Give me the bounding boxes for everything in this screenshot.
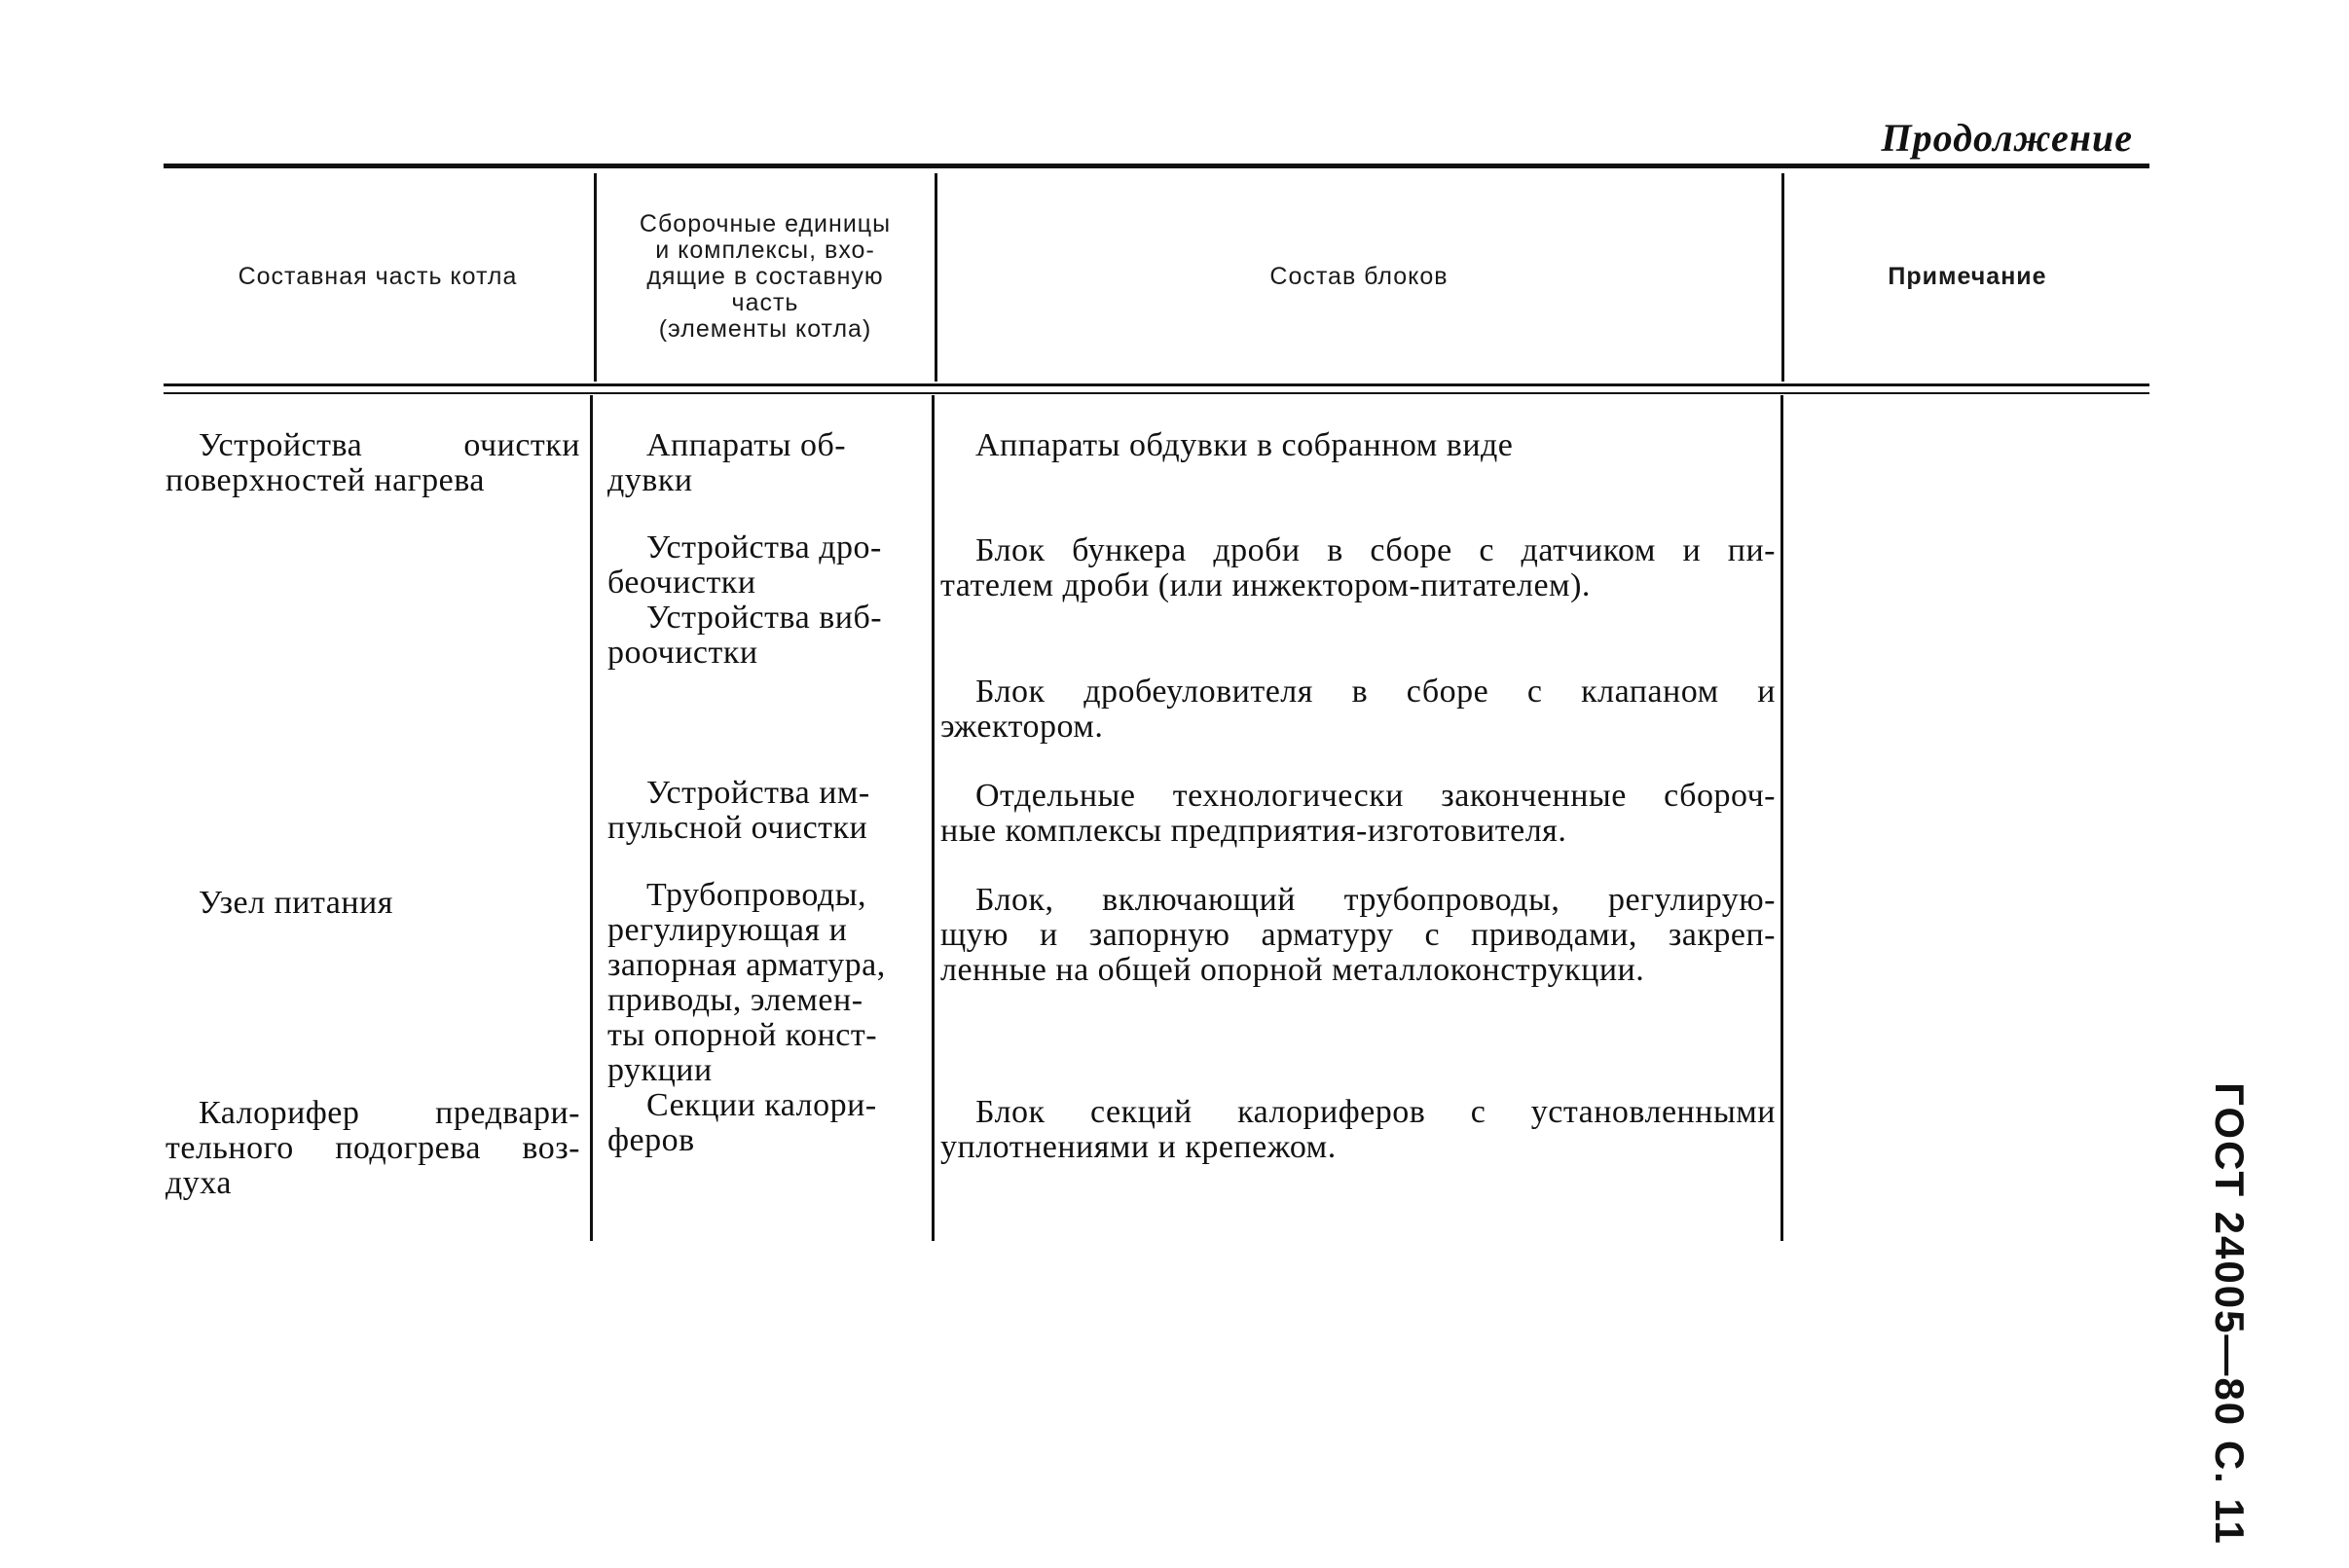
header-component: Составная часть котла — [238, 262, 518, 290]
table-top-rule — [164, 164, 2149, 168]
header-assembly-units: Сборочные единицы и комплексы, вхо- дящие в составную часть (элементы котла) — [639, 209, 892, 343]
col-divider-1-header — [594, 173, 597, 382]
header-note: Примечание — [1888, 262, 2047, 290]
component-air-heater: Калорифер предвари- тельного подогрева воз- духа — [165, 1095, 580, 1201]
unit-shot-vibration-cleaning: Устройства дро- беочистки Устройства виб- роочистки — [607, 529, 883, 671]
header-block-composition: Состав блоков — [1269, 262, 1449, 290]
component-feed-unit: Узел питания — [199, 885, 393, 921]
block-heater-sections: Блок секций калориферов с установленными уплотнениями и крепежом. — [940, 1094, 1776, 1165]
unit-pipelines: Трубопроводы, регулирующая и запорная арматура, приводы, элемен- ты опорной конст- рукции — [607, 877, 886, 1088]
side-page-label: ГОСТ 24005—80 С. 11 — [2207, 1082, 2253, 1546]
col-divider-3-header — [1781, 173, 1784, 382]
header-bottom-rule-2 — [164, 392, 2149, 394]
unit-pulse-cleaning: Устройства им- пульсной очистки — [607, 775, 870, 846]
col-divider-2-header — [935, 173, 937, 382]
block-shot-catcher: Блок дробеуловителя в сборе с клапаном и эжектором. — [940, 674, 1776, 745]
unit-blowing-devices: Аппараты об- дувки — [607, 427, 847, 498]
header-bottom-rule — [164, 383, 2149, 386]
unit-heater-sections: Секции калори- феров — [607, 1087, 877, 1158]
block-technological-complexes: Отдельные технологически законченные сбороч- ные комплексы предприятия-изготовителя. — [940, 778, 1776, 849]
component-cleaning-devices: Устройства очистки поверхностей нагрева — [165, 427, 580, 498]
col-divider-3 — [1780, 395, 1783, 1241]
block-blowing-assembled: Аппараты обдувки в собранном виде — [975, 427, 1514, 463]
col-divider-1 — [590, 395, 593, 1241]
block-shot-hopper: Блок бункера дроби в сборе с датчиком и пи- тателем дроби (или инжектором-питателем). — [940, 532, 1776, 603]
continuation-label: Продолжение — [1881, 116, 2133, 160]
col-divider-2 — [932, 395, 935, 1241]
block-pipelines: Блок, включающий трубопроводы, регулирую- щую и запорную арматуру с приводами, закреп- ленные на общей опорной металлоконструкции. — [940, 882, 1776, 988]
